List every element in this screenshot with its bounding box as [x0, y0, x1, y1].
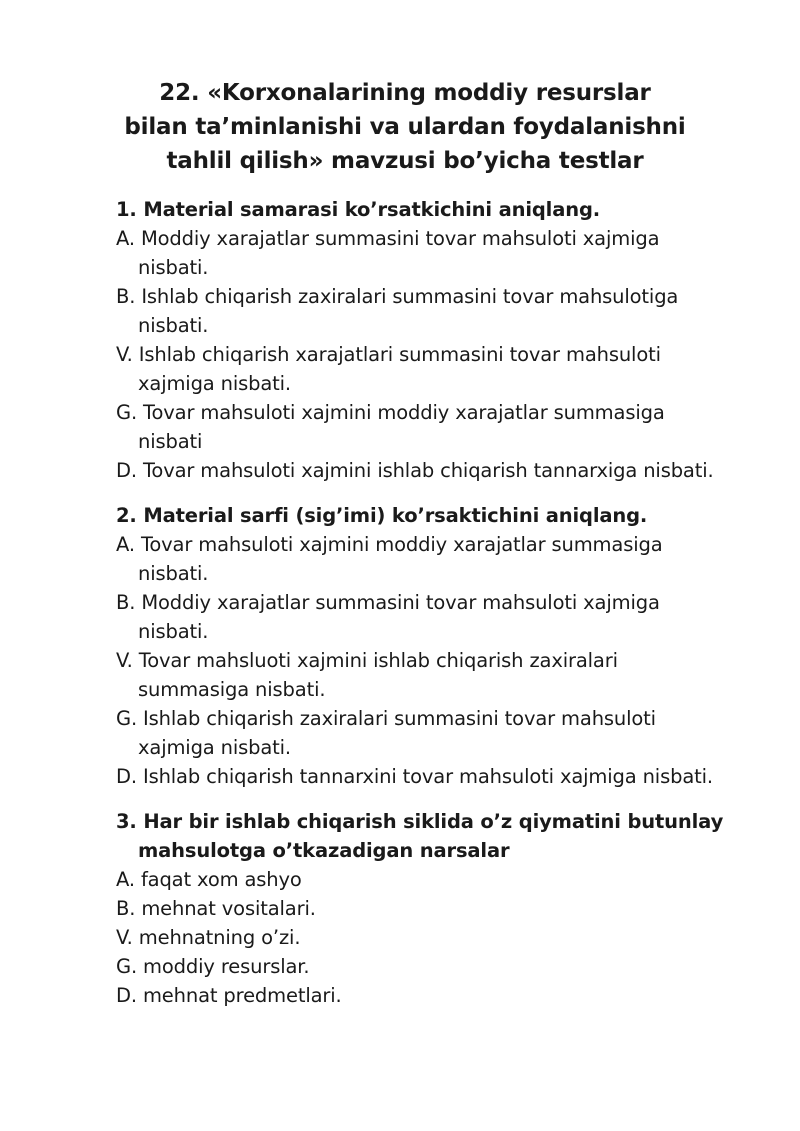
answer-option-g: [116, 952, 766, 981]
option-line: xajmiga nisbati.: [138, 736, 291, 759]
title-line: 22. «Korxonalarining moddiy resurslar: [159, 80, 651, 106]
option-line: V. Ishlab chiqarish xarajatlari summasini tovar mahsuloti: [116, 343, 661, 366]
option-line: G. moddiy resurslar.: [116, 955, 310, 978]
option-line: V. Tovar mahsluoti xajmini ishlab chiqarish zaxiralari: [116, 649, 618, 672]
question-text: [116, 501, 766, 530]
question-line: 3. Har bir ishlab chiqarish siklida o’z qiymatini butunlay: [116, 810, 724, 833]
answer-option-v: [116, 646, 766, 704]
question-3: [116, 807, 766, 1010]
option-line: xajmiga nisbati.: [138, 372, 291, 395]
answer-option-a: [116, 530, 766, 588]
answer-option-g: [116, 704, 766, 762]
option-line: nisbati: [138, 430, 203, 453]
document-title: [100, 76, 710, 178]
option-line: D. mehnat predmetlari.: [116, 984, 342, 1007]
option-line: nisbati.: [138, 562, 209, 585]
option-line: A. Moddiy xarajatlar summasini tovar mahsuloti xajmiga: [116, 227, 660, 250]
option-line: A. Tovar mahsuloti xajmini moddiy xarajatlar summasiga: [116, 533, 663, 556]
answer-option-b: [116, 282, 766, 340]
answer-option-a: [116, 865, 766, 894]
option-line: nisbati.: [138, 314, 209, 337]
question-2: [116, 501, 766, 791]
option-line: G. Ishlab chiqarish zaxiralari summasini tovar mahsuloti: [116, 707, 656, 730]
option-line: nisbati.: [138, 620, 209, 643]
answer-option-d: [116, 456, 766, 485]
answer-option-b: [116, 894, 766, 923]
title-line: bilan ta’minlanishi va ulardan foydalanishni: [124, 114, 686, 140]
option-line: B. mehnat vositalari.: [116, 897, 316, 920]
answer-option-d: [116, 762, 766, 791]
question-line: 2. Material sarfi (sig’imi) ko’rsaktichini aniqlang.: [116, 504, 648, 527]
option-line: summasiga nisbati.: [138, 678, 326, 701]
title-line: tahlil qilish» mavzusi bo’yicha testlar: [166, 148, 644, 174]
question-list: [116, 195, 766, 1026]
answer-option-g: [116, 398, 766, 456]
option-line: nisbati.: [138, 256, 209, 279]
question-text: [116, 195, 766, 224]
question-text: [116, 807, 766, 865]
option-line: B. Moddiy xarajatlar summasini tovar mahsuloti xajmiga: [116, 591, 660, 614]
option-line: D. Tovar mahsuloti xajmini ishlab chiqarish tannarxiga nisbati.: [116, 459, 714, 482]
answer-option-d: [116, 981, 766, 1010]
option-line: G. Tovar mahsuloti xajmini moddiy xarajatlar summasiga: [116, 401, 665, 424]
option-line: V. mehnatning o’zi.: [116, 926, 301, 949]
option-line: A. faqat xom ashyo: [116, 868, 302, 891]
answer-option-v: [116, 923, 766, 952]
answer-option-v: [116, 340, 766, 398]
option-line: D. Ishlab chiqarish tannarxini tovar mahsuloti xajmiga nisbati.: [116, 765, 713, 788]
answer-option-a: [116, 224, 766, 282]
answer-option-b: [116, 588, 766, 646]
question-1: [116, 195, 766, 485]
question-line: 1. Material samarasi ko’rsatkichini aniqlang.: [116, 198, 601, 221]
option-line: B. Ishlab chiqarish zaxiralari summasini tovar mahsulotiga: [116, 285, 679, 308]
question-line: mahsulotga o’tkazadigan narsalar: [138, 839, 510, 862]
